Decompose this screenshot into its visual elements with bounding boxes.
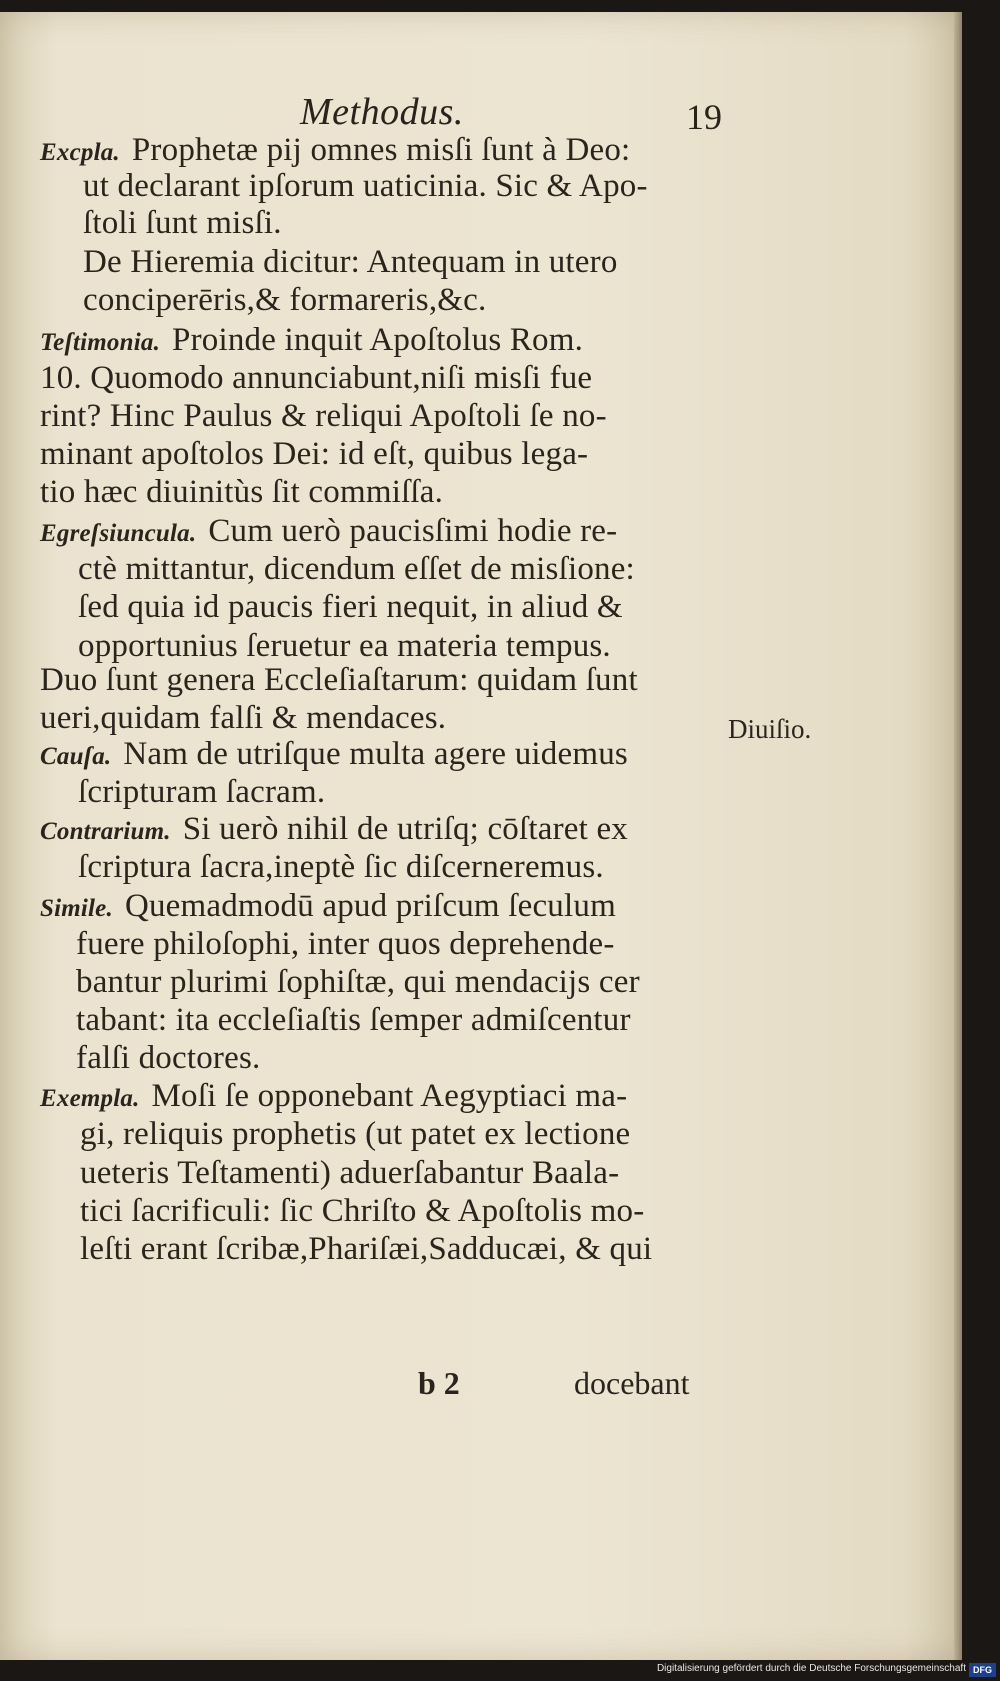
text-line — [78, 589, 623, 626]
line-text: ctè mittantur, dicendum eſſet de misſione: — [78, 551, 635, 587]
text-line — [76, 964, 640, 1001]
line-text: tabant: ita eccleſiaſtis ſemper admiſcentur — [76, 1002, 631, 1038]
line-text: conciperēris,& formareris,&c. — [83, 282, 487, 318]
line-text: Proinde inquit Apoſtolus Rom. — [172, 322, 584, 358]
line-text: minant apoſtolos Dei: id eſt, quibus lega- — [40, 436, 589, 472]
line-text: Cum uerò paucisſimi hodie re- — [208, 513, 618, 549]
line-text: ſcripturam ſacram. — [78, 774, 326, 810]
line-text: tici ſacrificuli: ſic Chriſto & Apoſtolis mo- — [80, 1193, 645, 1229]
footer-bar — [0, 1660, 1000, 1681]
line-text: Duo ſunt genera Eccleſiaſtarum: quidam ſunt — [40, 662, 638, 698]
running-head: Methodus. — [300, 91, 464, 133]
text-line — [40, 700, 446, 737]
text-line — [80, 1231, 652, 1268]
page-number: 19 — [686, 97, 722, 137]
signature-mark: b 2 — [418, 1365, 460, 1401]
text-line — [40, 888, 616, 925]
text-line — [40, 474, 443, 511]
marginal-label: Egreſsiuncula. — [40, 520, 197, 547]
line-text: fuere philoſophi, inter quos deprehende- — [76, 926, 615, 962]
line-text: 10. Quomodo annunciabunt,niſi misſi fue — [40, 360, 593, 396]
line-text: ſed quia id paucis fieri nequit, in aliud & — [78, 589, 623, 625]
line-text: leſti erant ſcribæ,Phariſæi,Sadducæi, & qui — [80, 1231, 653, 1267]
text-line — [40, 132, 630, 169]
text-line — [78, 774, 325, 811]
text-line — [40, 1078, 627, 1115]
line-text: Moſi ſe opponebant Aegyptiaci ma- — [151, 1078, 628, 1114]
text-line — [80, 1155, 619, 1192]
footer-credit: Digitalisierung gefördert durch die Deutsche Forschungsgemeinschaft — [656, 1663, 966, 1674]
marginal-label: Teſtimonia. — [40, 329, 161, 356]
text-line — [40, 436, 588, 473]
line-text: gi, reliquis prophetis (ut patet ex lectione — [80, 1116, 631, 1152]
dfg-logo: DFG — [969, 1663, 996, 1677]
marginal-label: Cauſa. — [40, 743, 112, 770]
text-line — [40, 322, 583, 359]
margin-note: Diuiſio. — [728, 714, 812, 744]
line-text: bantur plurimi ſophiſtæ, qui mendacijs cer — [76, 964, 640, 1000]
text-line — [40, 736, 628, 773]
text-line — [83, 205, 282, 242]
text-line — [78, 628, 611, 665]
text-line — [80, 1193, 644, 1230]
text-line — [78, 849, 604, 886]
marginal-label: Exempla. — [40, 1085, 140, 1112]
text-line — [40, 662, 638, 699]
line-text: tio hæc diuinitùs ſit commiſſa. — [40, 474, 444, 510]
page-signature — [0, 1365, 962, 1410]
line-text: ueteris Teſtamenti) aduerſabantur Baala- — [80, 1155, 620, 1191]
text-line — [40, 513, 617, 550]
line-text: Prophetæ pij omnes misſi ſunt à Deo: — [131, 132, 631, 168]
text-line — [76, 1002, 631, 1039]
text-line — [40, 398, 607, 435]
marginal-label: Excpla. — [40, 139, 120, 166]
text-line — [76, 926, 615, 963]
catchword: docebant — [574, 1365, 690, 1401]
text-line — [78, 551, 635, 588]
line-text: ueri,quidam falſi & mendaces. — [40, 700, 447, 736]
text-line — [80, 1116, 630, 1153]
line-text: ſtoli ſunt misſi. — [83, 205, 282, 241]
marginal-label: Contrarium. — [40, 818, 171, 845]
line-text: falſi doctores. — [76, 1040, 261, 1076]
line-text: Si uerò nihil de utriſq; cōſtaret ex — [182, 811, 628, 847]
marginal-label: Simile. — [40, 895, 113, 922]
text-line — [83, 282, 486, 319]
text-line — [40, 360, 592, 397]
line-text: rint? Hinc Paulus & reliqui Apoſtoli ſe no- — [40, 398, 607, 434]
text-line — [83, 168, 648, 205]
text-line — [76, 1040, 260, 1077]
line-text: Quemadmodū apud priſcum ſeculum — [124, 888, 616, 924]
page-edge — [954, 12, 962, 1660]
line-text: ſcriptura ſacra,ineptè ſic diſcerneremus. — [78, 849, 604, 885]
line-text: ut declarant ipſorum uaticinia. Sic & Apo- — [83, 168, 648, 204]
line-text: De Hieremia dicitur: Antequam in utero — [83, 244, 618, 280]
text-line — [40, 811, 628, 848]
text-line — [83, 244, 618, 281]
line-text: Nam de utriſque multa agere uidemus — [123, 736, 628, 772]
line-text: opportunius ſeruetur ea materia tempus. — [78, 628, 611, 664]
book-page — [0, 12, 962, 1660]
